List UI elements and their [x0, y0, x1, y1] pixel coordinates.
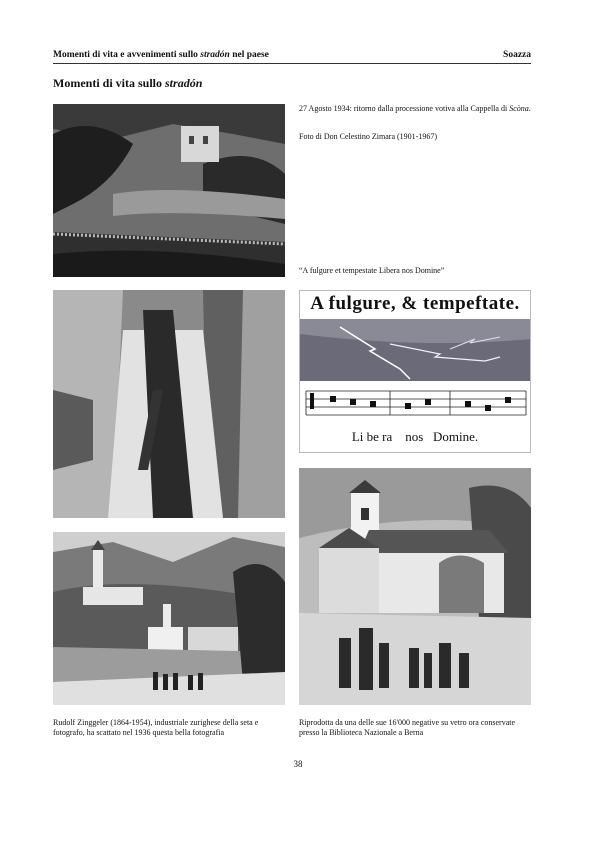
running-header-place: Soazza	[503, 50, 531, 60]
header-rule	[53, 63, 531, 64]
photo-procession-street	[53, 290, 285, 518]
section-title: Momenti di vita sullo stradón	[53, 76, 203, 90]
caption-reproduced: Riprodotta da una delle sue 16'000 negative su vetro ora conservate presso la Biblioteca Nazionale a Berna	[299, 718, 516, 737]
photo-village-mountains	[53, 532, 285, 705]
page-number: 38	[293, 759, 303, 769]
caption-procession-date: 27 Agosto 1934: ritorno dalla processione votiva alla Cappella di Scòna.	[299, 104, 531, 113]
running-header-title: Momenti di vita e avvenimenti sullo stradón nel paese	[53, 50, 269, 60]
chant-card	[299, 290, 531, 453]
caption-motto: “A fulgure et tempestate Libera nos Domine”	[299, 266, 445, 275]
chant-staff	[300, 385, 531, 425]
chant-heading: A fulgure, & tempeftate.	[310, 293, 520, 314]
photo-procession-hillside	[53, 104, 285, 277]
caption-zinggeler: Rudolf Zinggeler (1864-1954), industriale zurighese della seta e fotografo, ha scattato nel 1936 questa bella fotografia	[53, 718, 259, 737]
caption-photographer: Foto di Don Celestino Zimara (1901-1967)	[299, 132, 437, 141]
lightning-image	[300, 319, 531, 381]
chant-lyrics: Li be ra nos Domine.	[351, 429, 479, 444]
photo-chapel-people	[299, 468, 531, 705]
